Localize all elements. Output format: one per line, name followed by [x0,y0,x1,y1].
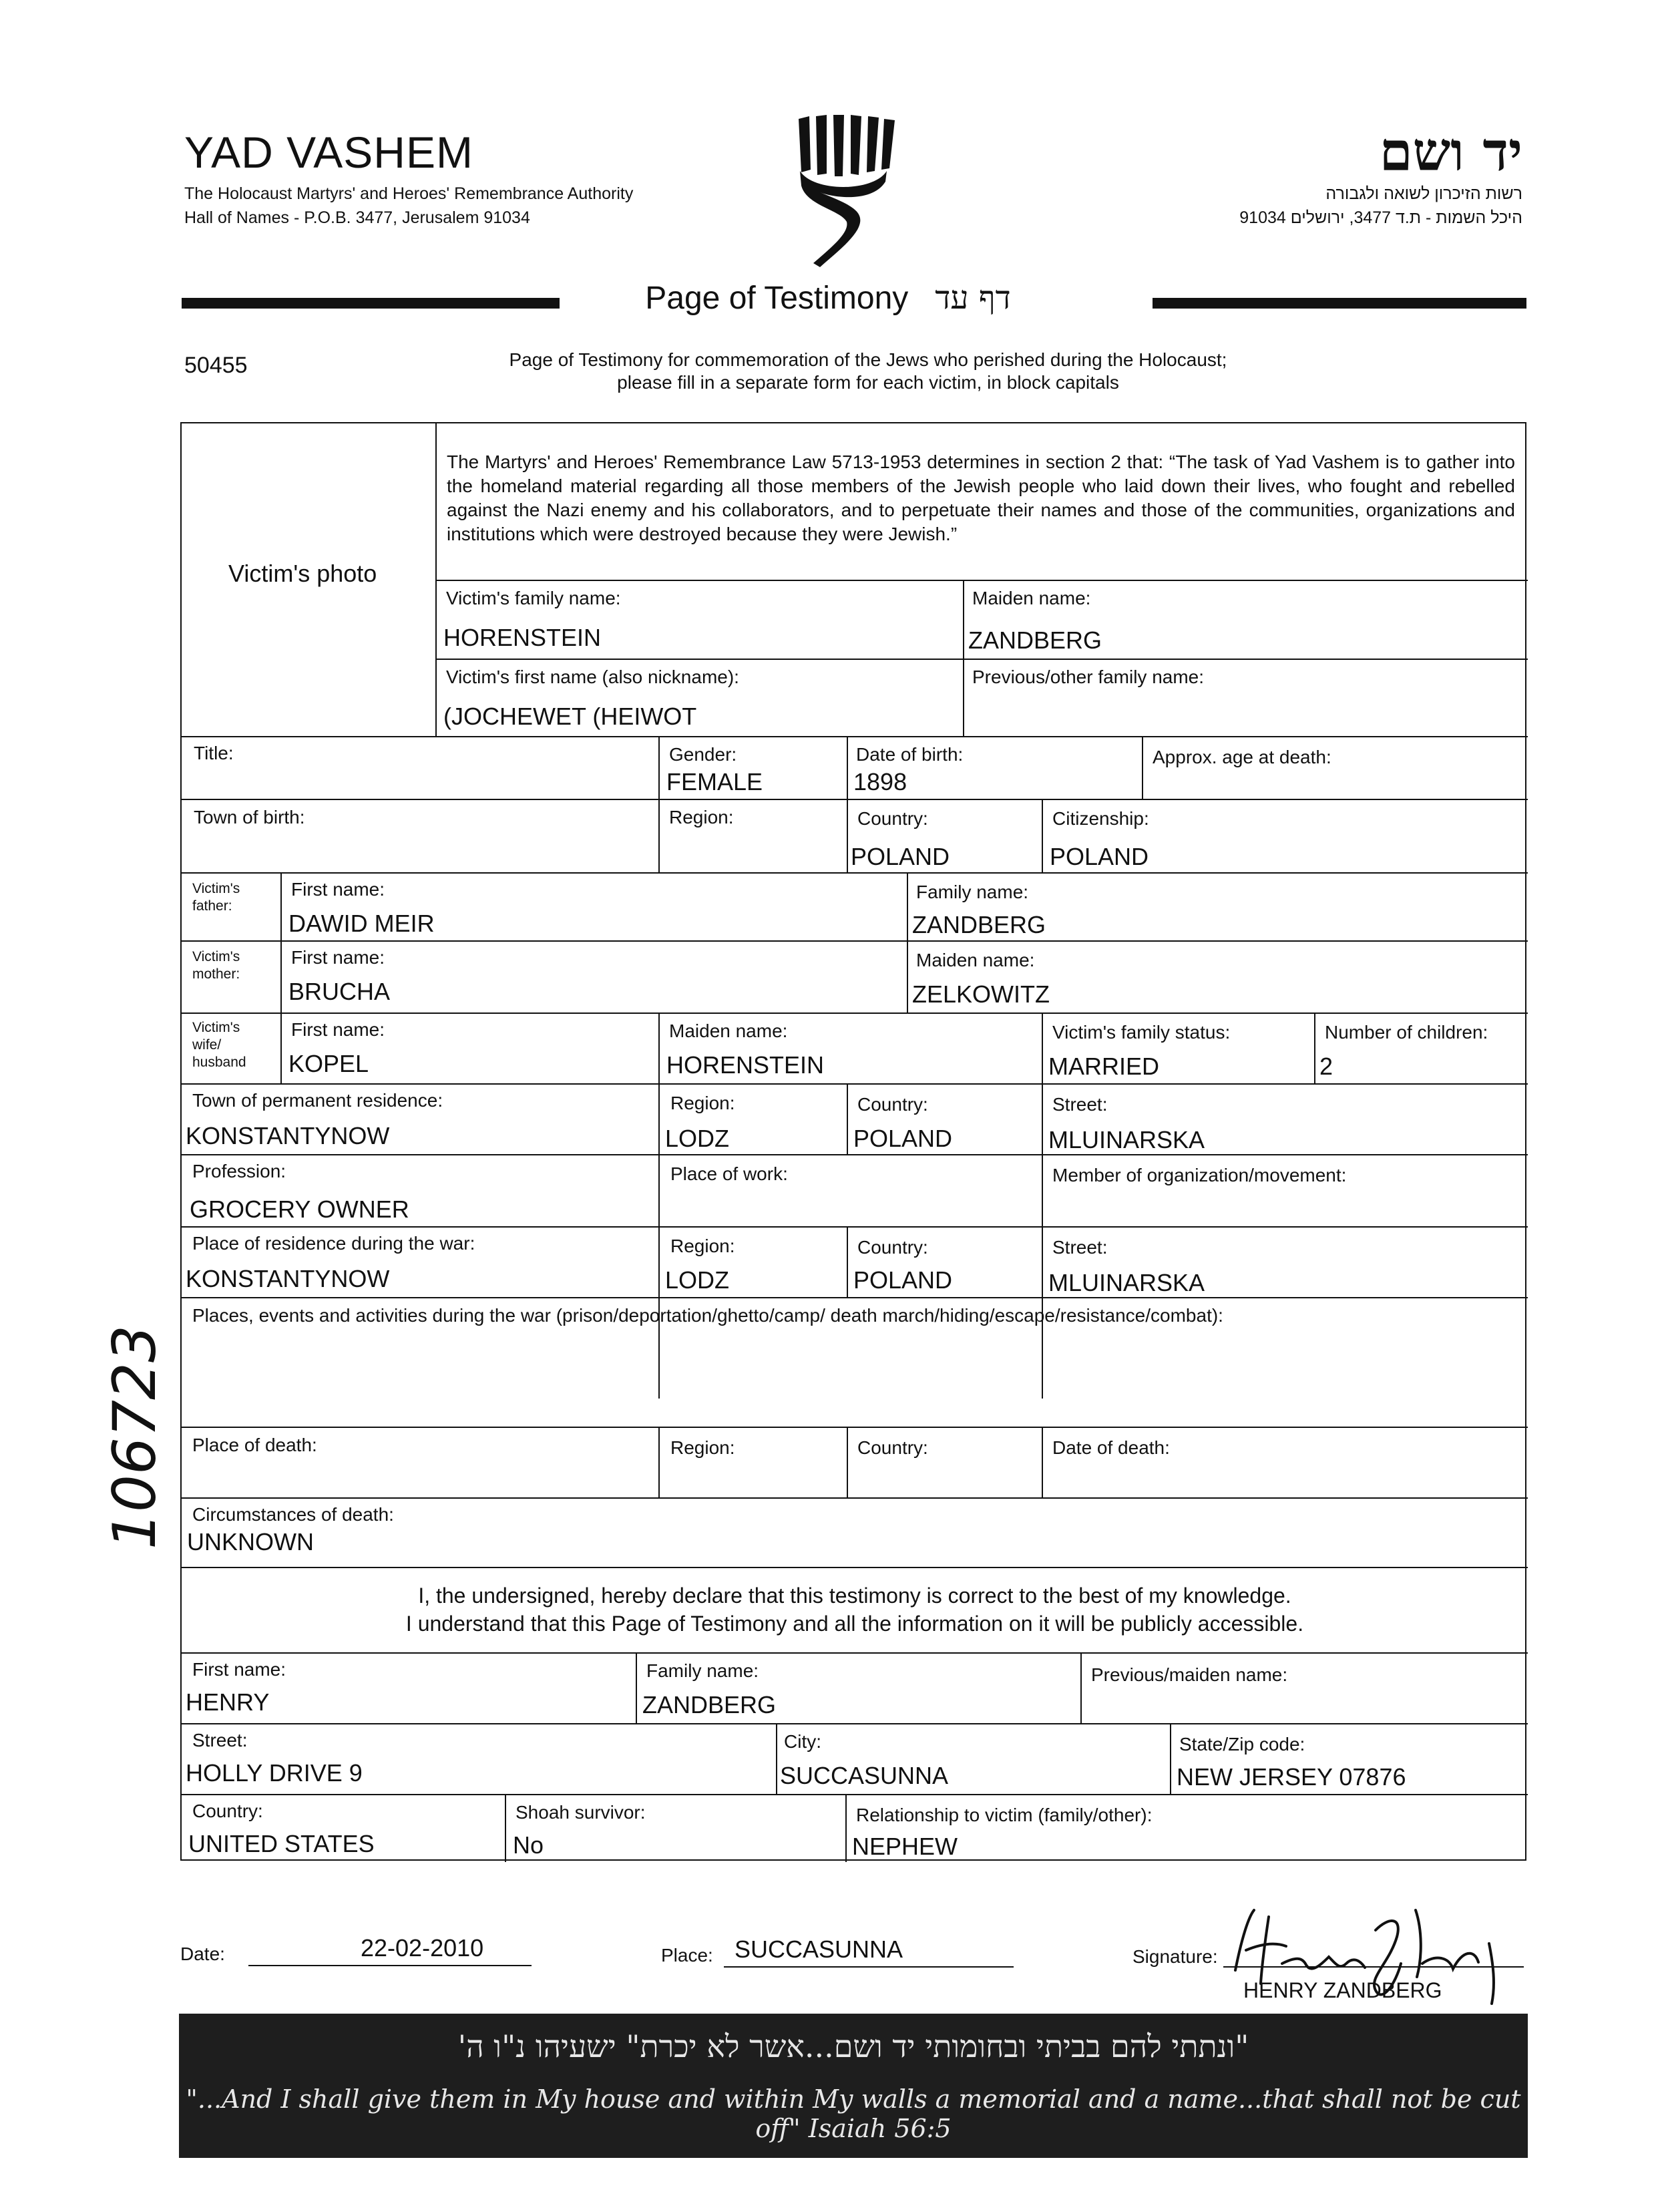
residence-street-label: Street: [1052,1094,1108,1115]
submitter-family-label: Family name: [646,1660,759,1681]
date-underline [248,1965,532,1966]
document-number: 50455 [184,353,248,378]
residence-region-label: Region: [670,1093,735,1113]
submitter-street-value: HOLLY DRIVE 9 [186,1759,363,1787]
submitter-street-label: Street: [192,1730,248,1750]
profession-label: Profession: [192,1161,286,1181]
children-value: 2 [1319,1053,1333,1080]
declaration [182,1582,1528,1638]
menorah-logo-icon [793,112,900,272]
org-subtitle: The Holocaust Martyrs' and Heroes' Remembrance Authority [184,184,634,203]
father-first-value: DAWID MEIR [288,910,435,937]
place-of-work-label: Place of work: [670,1163,788,1184]
submitter-first-label: First name: [192,1659,286,1680]
profession-value: GROCERY OWNER [190,1195,409,1223]
submitter-state-label: State/Zip code: [1179,1734,1305,1755]
war-region-label: Region: [670,1236,735,1256]
death-country-label: Country: [857,1437,928,1458]
citizenship-value: POLAND [1050,843,1149,870]
citizenship-label: Citizenship: [1052,808,1149,829]
town-birth-label: Town of birth: [194,807,305,827]
place-label: Place: [661,1945,713,1966]
family-name-value: HORENSTEIN [443,624,602,651]
relation-label: Relationship to victim (family/other): [856,1805,1153,1825]
dob-value: 1898 [853,768,907,795]
mother-first-value: BRUCHA [288,978,391,1005]
place-value: SUCCASUNNA [735,1936,903,1963]
war-events-label: Places, events and activities during the war (prison/deportation/ghetto/camp/ death march/hiding/escape/resistance/combat): [192,1305,1223,1326]
father-first-label: First name: [291,879,385,900]
submitter-city-value: SUCCASUNNA [780,1762,949,1789]
signature-name: HENRY ZANDBERG [1243,1978,1442,2002]
father-family-value: ZANDBERG [912,911,1046,938]
banner-english-quote: "...And I shall give them in My house and within My walls a memorial and a name...that shall not be cut off" Isaiah 56:5 [186,2084,1521,2143]
place-underline [724,1966,1014,1968]
page-title-heb: דף עד [935,279,1011,317]
survivor-value: No [513,1831,544,1859]
victim-photo-label: Victim's photo [228,560,377,587]
father-row-label: Victim's father: [192,881,240,914]
war-residence-value: KONSTANTYNOW [186,1265,390,1292]
submitter-state-value: NEW JERSEY 07876 [1177,1763,1406,1791]
spouse-first-value: KOPEL [288,1050,369,1077]
region-birth-label: Region: [669,807,734,827]
age-label: Approx. age at death: [1153,747,1331,767]
spouse-maiden-value: HORENSTEIN [666,1051,825,1079]
page-title: Page of Testimony דף עד [645,279,1011,317]
residence-street-value: MLUINARSKA [1048,1126,1205,1153]
submitter-country-label: Country: [192,1801,263,1821]
death-circumstances-value: UNKNOWN [187,1528,314,1555]
residence-country-value: POLAND [853,1125,953,1152]
mother-first-label: First name: [291,947,385,968]
war-country-value: POLAND [853,1266,953,1294]
death-region-label: Region: [670,1437,735,1458]
mother-maiden-value: ZELKOWITZ [912,980,1050,1008]
family-status-value: MARRIED [1048,1053,1160,1080]
submitter-city-label: City: [784,1731,821,1752]
quote-banner [179,2014,1528,2158]
title-label: Title: [194,743,234,763]
residence-town-value: KONSTANTYNOW [186,1122,390,1149]
first-name-value: (JOCHEWET (HEIWOT [443,703,697,730]
date-label: Date: [180,1944,225,1964]
gender-value: FEMALE [666,768,763,795]
dob-label: Date of birth: [856,744,964,765]
residence-country-label: Country: [857,1094,928,1115]
prev-family-label: Previous/other family name: [972,667,1205,687]
spouse-maiden-label: Maiden name: [669,1021,788,1041]
war-country-label: Country: [857,1237,928,1258]
gender-label: Gender: [669,744,737,765]
family-name-label: Victim's family name: [446,588,621,608]
war-street-value: MLUINARSKA [1048,1269,1205,1296]
heb-org-name: יד ושם [1379,120,1522,183]
death-date-label: Date of death: [1052,1437,1170,1458]
testimony-form [180,422,1526,1861]
heb-org-address: היכל השמות - ת.ד 3477, ירושלים 91034 [1239,208,1522,227]
death-place-label: Place of death: [192,1435,317,1455]
declaration-line-1: I, the undersigned, hereby declare that this testimony is correct to the best of my knowledge. [418,1584,1291,1608]
first-name-label: Victim's first name (also nickname): [446,667,739,687]
relation-value: NEPHEW [852,1833,958,1860]
intro-line-1: Page of Testimony for commemoration of the Jews who perished during the Holocaust; [509,349,1227,370]
maiden-name-label: Maiden name: [972,588,1091,608]
war-residence-label: Place of residence during the war: [192,1233,475,1254]
spouse-row-label: Victim's wife/ husband [192,1020,246,1070]
family-status-label: Victim's family status: [1052,1022,1231,1043]
law-text: The Martyrs' and Heroes' Remembrance Law 5713-1953 determines in section 2 that: “The task of Yad Vashem is to gather into the homeland material regarding all those members of the Jewish people who laid down their lives, who fought and rebelled against the Nazi enemy and his collaborators, and to perpetuate their names and those of the communities, organizations and institutions which were destroyed because they were Jewish.” [447,451,1515,544]
residence-region-value: LODZ [665,1125,730,1152]
survivor-label: Shoah survivor: [515,1802,646,1823]
intro-text [401,349,1335,394]
spouse-first-label: First name: [291,1019,385,1040]
signature-label: Signature: [1132,1946,1218,1967]
intro-line-2: please fill in a separate form for each victim, in block capitals [617,372,1119,393]
father-family-label: Family name: [916,882,1029,902]
member-label: Member of organization/movement: [1052,1165,1347,1185]
mother-row-label: Victim's mother: [192,949,240,982]
handwritten-number: 106723 [100,1325,169,1549]
signature-underline [1223,1966,1524,1968]
submitter-prev-label: Previous/maiden name: [1091,1664,1288,1685]
country-birth-value: POLAND [851,843,950,870]
war-region-value: LODZ [665,1266,730,1294]
submitter-country-value: UNITED STATES [188,1830,375,1857]
org-address: Hall of Names - P.O.B. 3477, Jerusalem 91034 [184,208,530,227]
country-birth-label: Country: [857,808,928,829]
submitter-family-value: ZANDBERG [642,1691,777,1718]
submitter-first-value: HENRY [186,1688,270,1716]
heb-org-subtitle: רשות הזיכרון לשואה ולגבורה [1325,184,1522,203]
children-label: Number of children: [1325,1022,1488,1043]
residence-town-label: Town of permanent residence: [192,1090,443,1111]
mother-maiden-label: Maiden name: [916,950,1035,970]
banner-hebrew-quote: "ונתתי להם בביתי ובחומותי יד ושם...אשר לא יכרת" ישעיהו נ"ו ה' [457,2028,1249,2064]
death-circumstances-label: Circumstances of death: [192,1504,394,1525]
maiden-name-value: ZANDBERG [968,626,1102,654]
org-name: YAD VASHEM [184,128,473,177]
declaration-line-2: I understand that this Page of Testimony and all the information on it will be publicly accessible. [405,1612,1304,1636]
date-value: 22-02-2010 [361,1934,484,1962]
war-street-label: Street: [1052,1237,1108,1258]
